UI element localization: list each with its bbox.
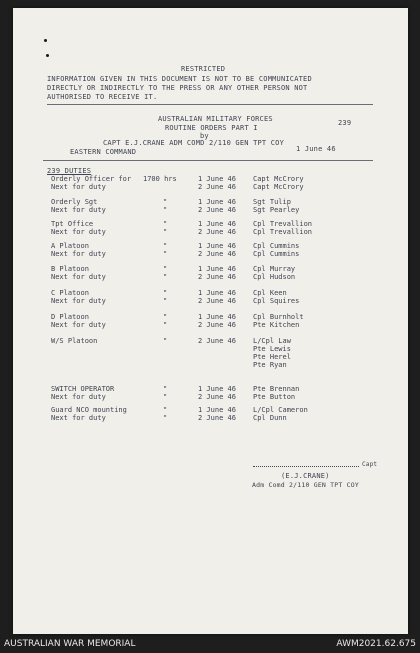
duty-name: Next for duty: [51, 414, 106, 422]
classification: RESTRICTED: [181, 65, 226, 73]
duty-name: B Platoon: [51, 265, 89, 273]
duty-date: 2 June 46: [198, 273, 236, 281]
duty-person: Cpl Trevallion: [253, 220, 313, 228]
duty-date: 2 June 46: [198, 393, 236, 401]
duty-date: 2 June 46: [198, 414, 236, 422]
duty-date: 2 June 46: [198, 250, 236, 258]
duty-person: Cpl Trevallion: [253, 228, 313, 236]
divider: [43, 160, 373, 161]
duty-date: 2 June 46: [198, 206, 236, 214]
duty-date: 1 June 46: [198, 175, 236, 183]
duty-date: 2 June 46: [198, 321, 236, 329]
order-ref-number: 239: [338, 119, 352, 127]
ditto-mark: ": [163, 242, 168, 250]
duty-person: Pte Ryan: [253, 361, 287, 369]
duty-person: L/Cpl Law: [253, 337, 291, 345]
duty-name: Next for duty: [51, 183, 106, 191]
duty-person: Pte Brennan: [253, 385, 300, 393]
duty-person: Cpl Dunn: [253, 414, 287, 422]
duty-name: W/S Platoon: [51, 337, 98, 345]
warning-line-1: INFORMATION GIVEN IN THIS DOCUMENT IS NOT TO BE COMMUNICATED: [47, 75, 312, 83]
duty-name: Orderly Sgt: [51, 198, 98, 206]
ditto-mark: ": [163, 228, 168, 236]
duty-person: Capt McCrory: [253, 175, 304, 183]
ditto-mark: ": [163, 337, 168, 345]
duty-date: 1 June 46: [198, 198, 236, 206]
duty-name: Next for duty: [51, 206, 106, 214]
duty-date: 1 June 46: [198, 220, 236, 228]
order-date: 1 June 46: [296, 145, 336, 153]
ditto-mark: ": [163, 206, 168, 214]
duty-date: 1 June 46: [198, 265, 236, 273]
duty-date: 1 June 46: [198, 406, 236, 414]
duty-name: Next for duty: [51, 250, 106, 258]
duty-date: 1 June 46: [198, 385, 236, 393]
title-line-4: CAPT E.J.CRANE ADM COMD 2/110 GEN TPT COY: [103, 139, 284, 147]
duty-person: Cpl Cummins: [253, 242, 300, 250]
duty-name: Next for duty: [51, 393, 106, 401]
duty-date: 1 June 46: [198, 289, 236, 297]
ditto-mark: ": [163, 198, 168, 206]
command-name: EASTERN COMMAND: [70, 148, 137, 156]
document-page: [13, 8, 408, 634]
title-by: by: [200, 132, 209, 140]
duty-name: Next for duty: [51, 273, 106, 281]
signature-line: [253, 466, 359, 467]
ditto-mark: ": [163, 265, 168, 273]
divider: [47, 104, 373, 105]
duty-name: Next for duty: [51, 297, 106, 305]
duty-name: Tpt Office: [51, 220, 94, 228]
duty-date: 2 June 46: [198, 337, 236, 345]
duty-name: Next for duty: [51, 321, 106, 329]
ditto-mark: ": [163, 321, 168, 329]
duty-person: Pte Kitchen: [253, 321, 300, 329]
duty-person: Cpl Squires: [253, 297, 300, 305]
duty-person: Sgt Pearley: [253, 206, 300, 214]
duty-date: 1 June 46: [198, 242, 236, 250]
duty-person: Capt McCrory: [253, 183, 304, 191]
duty-name: D Platoon: [51, 313, 89, 321]
ditto-mark: ": [163, 385, 168, 393]
ditto-mark: ": [163, 289, 168, 297]
duty-time: 1700 hrs: [143, 175, 177, 183]
duty-name: Next for duty: [51, 228, 106, 236]
ditto-mark: ": [163, 414, 168, 422]
footer-credit: AUSTRALIAN WAR MEMORIAL: [4, 639, 136, 649]
duty-name: A Platoon: [51, 242, 89, 250]
ditto-mark: ": [163, 313, 168, 321]
duty-person: Sgt Tulip: [253, 198, 291, 206]
duty-name: SWITCH OPERATOR: [51, 385, 115, 393]
duty-person: Cpl Keen: [253, 289, 287, 297]
duty-name: Guard NCO mounting: [51, 406, 127, 414]
ditto-mark: ": [163, 406, 168, 414]
duty-date: 2 June 46: [198, 183, 236, 191]
footer-accession-number: AWM2021.62.675: [336, 639, 416, 649]
duty-person: Cpl Cummins: [253, 250, 300, 258]
ditto-mark: ": [163, 250, 168, 258]
signature-title: Adm Comd 2/110 GEN TPT COY: [252, 481, 359, 489]
duty-date: 1 June 46: [198, 313, 236, 321]
ditto-mark: ": [163, 297, 168, 305]
duty-name: C Platoon: [51, 289, 89, 297]
duty-date: 2 June 46: [198, 297, 236, 305]
ditto-mark: ": [163, 393, 168, 401]
duty-name: Orderly Officer for: [51, 175, 132, 183]
duty-person: Cpl Burnholt: [253, 313, 304, 321]
duty-person: L/Cpl Cameron: [253, 406, 308, 414]
duty-date: 2 June 46: [198, 228, 236, 236]
duty-person: Pte Button: [253, 393, 296, 401]
duty-person: Pte Lewis: [253, 345, 291, 353]
duty-person: Cpl Hudson: [253, 273, 296, 281]
ditto-mark: ": [163, 273, 168, 281]
title-line-2: ROUTINE ORDERS PART I: [165, 124, 258, 132]
warning-line-3: AUTHORISED TO RECEIVE IT.: [47, 93, 158, 101]
signature-rank: Capt: [362, 461, 378, 468]
title-line-1: AUSTRALIAN MILITARY FORCES: [158, 115, 273, 123]
signature-name: (E.J.CRANE): [281, 472, 330, 480]
punch-hole: [46, 54, 49, 57]
ditto-mark: ": [163, 220, 168, 228]
duty-person: Cpl Murray: [253, 265, 296, 273]
duty-person: Pte Herel: [253, 353, 291, 361]
warning-line-2: DIRECTLY OR INDIRECTLY TO THE PRESS OR ANY OTHER PERSON NOT: [47, 84, 308, 92]
section-heading: 239 DUTIES: [47, 167, 92, 175]
punch-hole: [44, 39, 47, 42]
